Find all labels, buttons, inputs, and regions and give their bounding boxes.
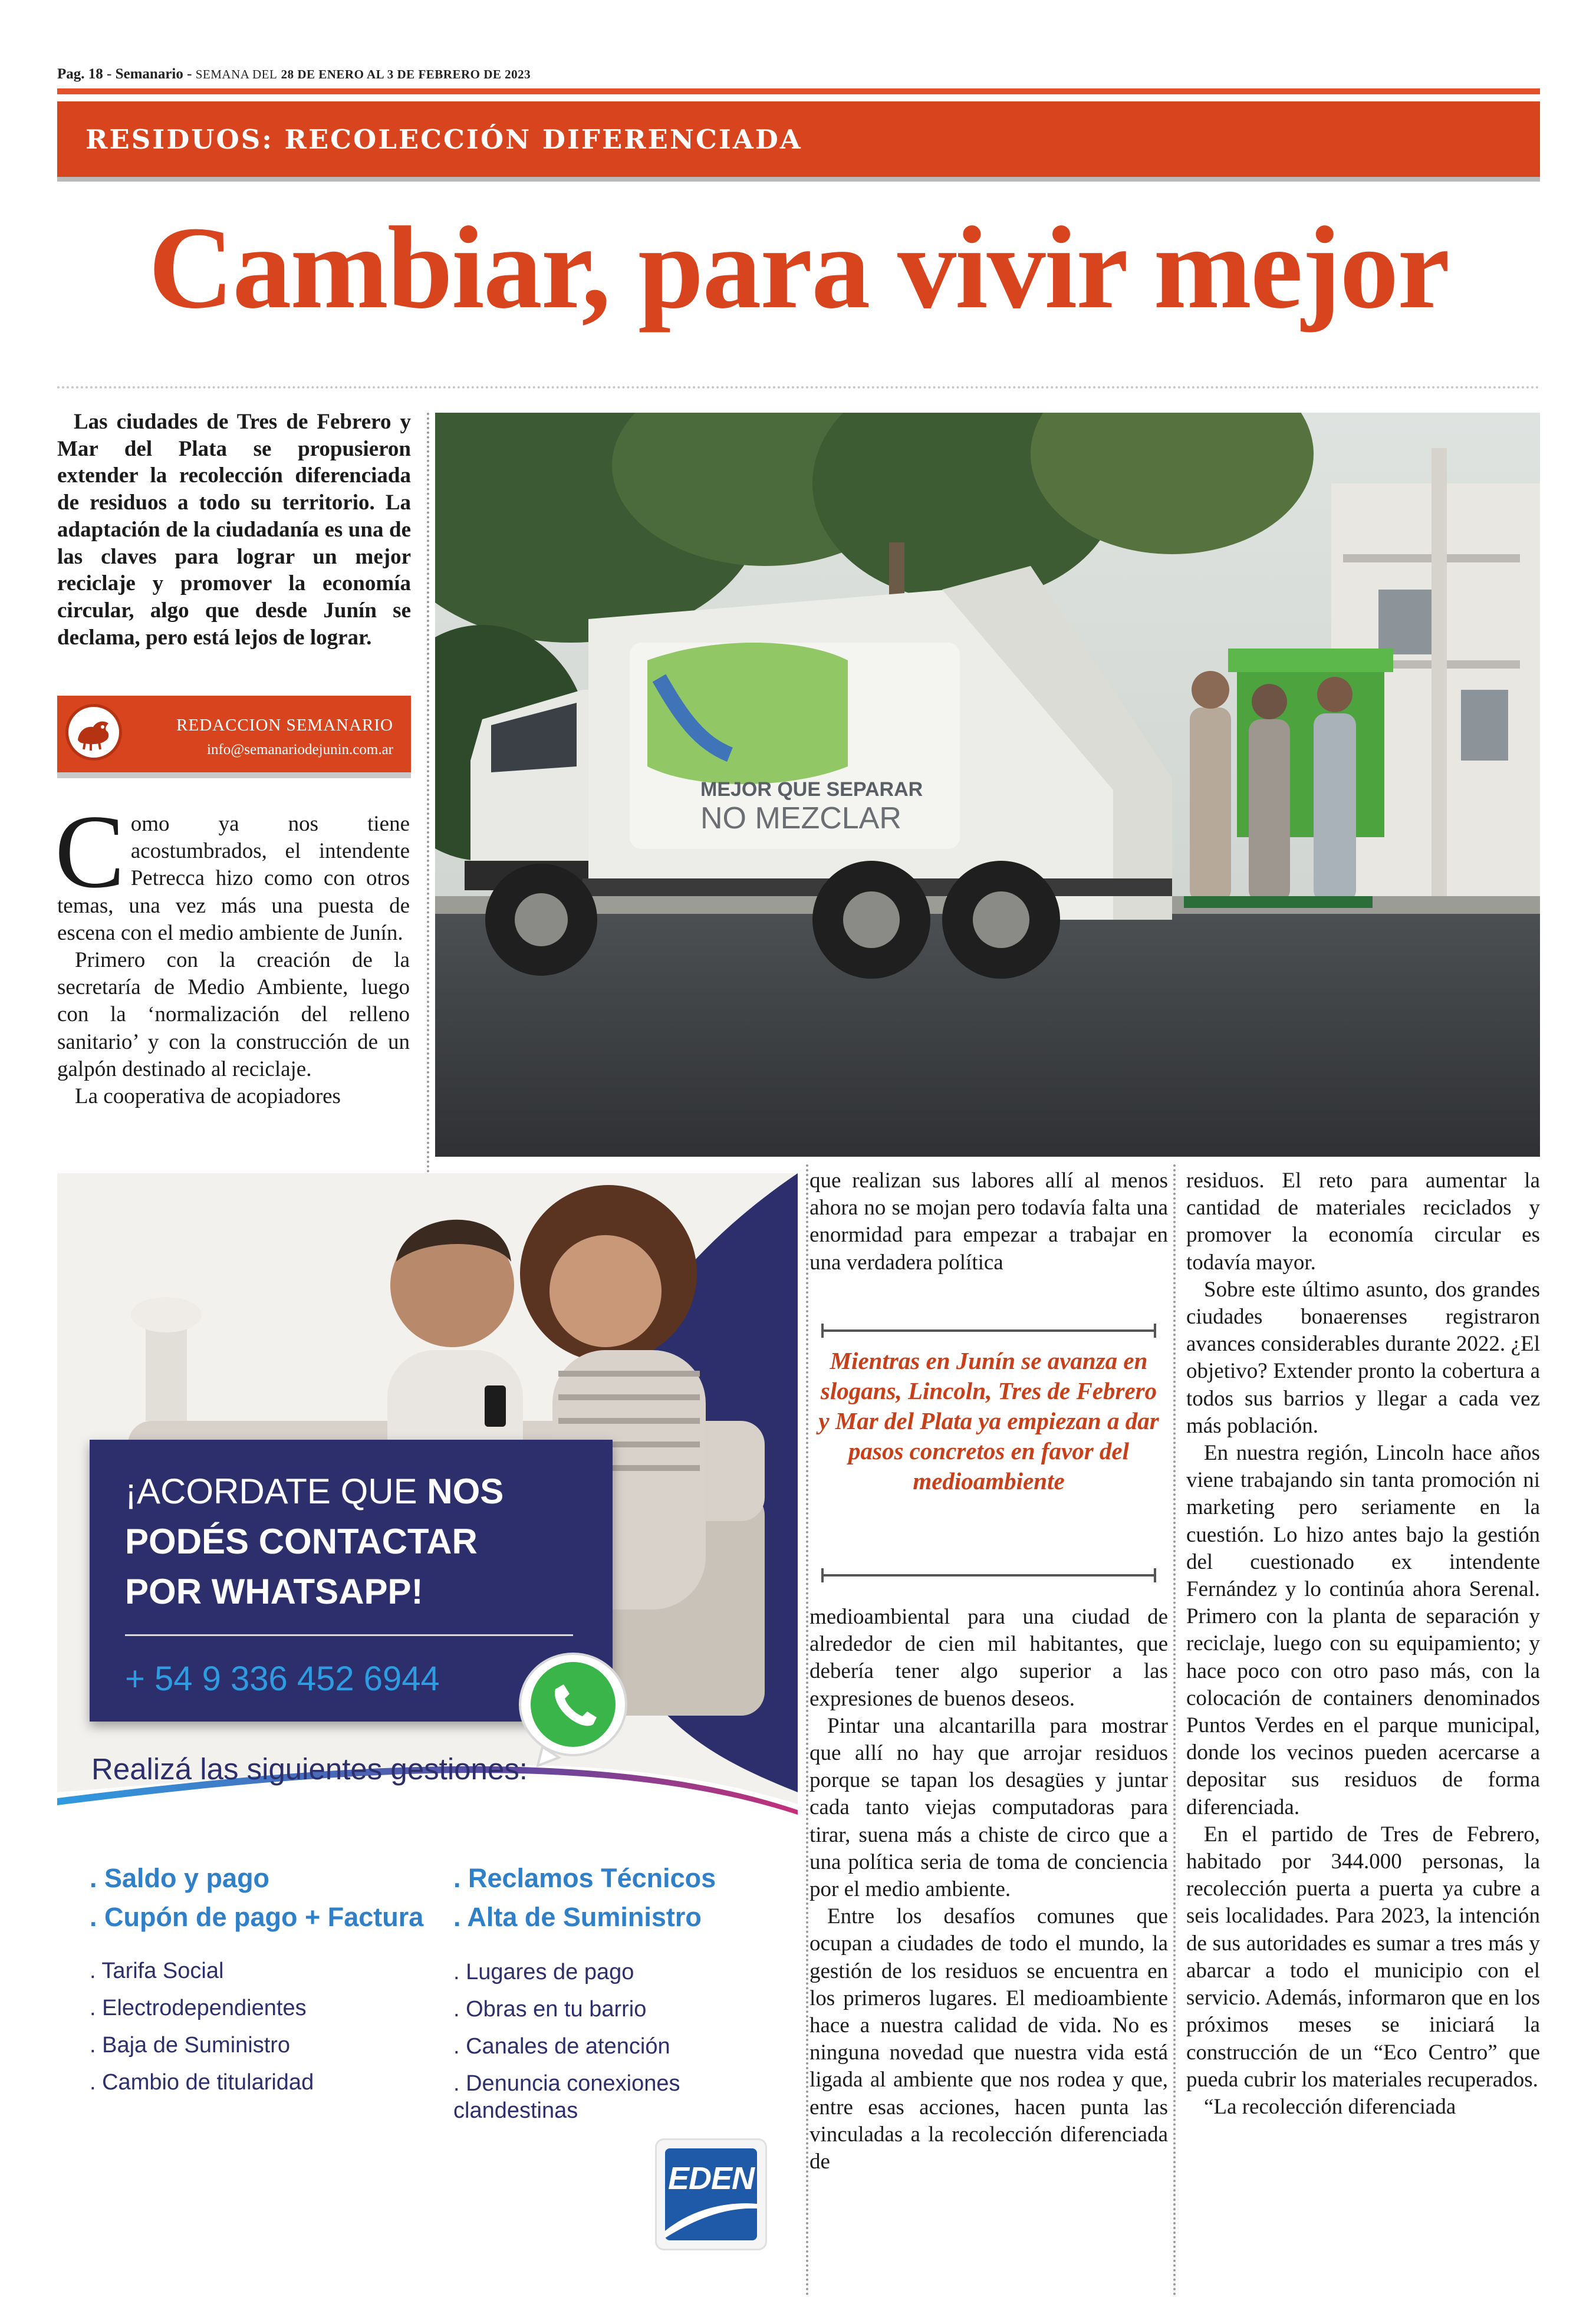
column-divider xyxy=(1173,1164,1176,2296)
service-reclamos-tecnicos[interactable]: . Reclamos Técnicos xyxy=(453,1863,716,1893)
callout-line-2-text: PODÉS CONTACTAR xyxy=(125,1522,478,1561)
service-tarifa-social[interactable]: . Tarifa Social xyxy=(90,1959,224,1983)
dates-prefix: SEMANA DEL xyxy=(195,67,278,81)
pull-quote-rule xyxy=(821,1329,1156,1332)
truck-slogan-1: MEJOR QUE SEPARAR xyxy=(700,778,923,801)
article-column-3 xyxy=(1186,1167,1540,2121)
paragraph: Pintar una alcantarilla para mostrar que allí no hay que arrojar residuos porque se tapan los desagües y juntar cada tanto viejas computadoras para tirar, suena más a chiste de circo que a una política seria de toma de conciencia por el medio ambiente. xyxy=(809,1713,1168,1902)
column-divider xyxy=(806,1164,808,2296)
eden-logo[interactable] xyxy=(657,2140,765,2249)
service-lugares-de-pago[interactable]: . Lugares de pago xyxy=(453,1960,634,1984)
callout-line-3-text: POR WHATSAPP! xyxy=(125,1572,423,1611)
section-bar-shadow xyxy=(57,177,1540,182)
eden-logo-badge xyxy=(665,2148,757,2240)
top-rule xyxy=(57,88,1540,94)
article-column-2-bottom xyxy=(809,1604,1168,2176)
issue-dates: 28 DE ENERO AL 3 DE FEBRERO DE 2023 xyxy=(281,67,531,81)
eden-swoosh-icon xyxy=(665,2196,757,2240)
service-obras-en-tu-barrio[interactable]: . Obras en tu barrio xyxy=(453,1997,647,2022)
semanario-logo-icon xyxy=(65,704,122,761)
service-saldo-y-pago[interactable]: . Saldo y pago xyxy=(90,1863,270,1893)
whatsapp-phone-number[interactable]: + 54 9 336 452 6944 xyxy=(125,1660,440,1698)
pull-quote-rule xyxy=(821,1574,1156,1577)
byline-box xyxy=(57,696,411,772)
paragraph: omo ya nos tiene acostumbrados, el intendente Petrecca hizo como con otros temas, una vez más una puesta de escena con el medio ambiente de Junín. xyxy=(57,812,410,945)
column-divider xyxy=(427,413,429,1173)
pull-quote-text: Mientras en Junín se avanza en slogans, Lincoln, Tres de Febrero y Mar del Plata ya empiezan a dar pasos concretos en favor del medioambiente xyxy=(818,1347,1159,1495)
callout-prefix: ¡ACORDATE QUE xyxy=(125,1472,427,1511)
byline-name: REDACCION SEMANARIO xyxy=(176,716,393,735)
section-label: RESIDUOS: RECOLECCIÓN DIFERENCIADA xyxy=(85,124,802,155)
paragraph: Entre los desafíos comunes que ocupan a ciudades de todo el mundo, la gestión de los residuos se encuentra en los primeros lugares. El medioambiente hace a nuestra calidad de vida. No es ninguna novedad que nuestra vida está ligada al ambiente que nos rodea y que, entre esas acciones, hacen punta las vinculadas a la recolección diferenciada de xyxy=(809,1904,1168,2174)
service-baja-de-suministro[interactable]: . Baja de Suministro xyxy=(90,2033,291,2058)
callout-line-3 xyxy=(125,1574,423,1610)
publication-name: Semanario xyxy=(115,66,183,82)
garbage-truck-photo xyxy=(435,413,1540,1157)
service-denuncia-conexiones[interactable]: . Denuncia conexiones clandestinas xyxy=(453,2071,680,2123)
byline-email[interactable]: info@semanariodejunin.com.ar xyxy=(207,742,393,758)
section-bar xyxy=(57,101,1540,177)
callout-bold: NOS xyxy=(427,1472,504,1511)
service-cambio-de-titularidad[interactable]: . Cambio de titularidad xyxy=(90,2070,314,2095)
page-number: Pag. 18 xyxy=(57,66,103,82)
paragraph: “La recolección diferenciada xyxy=(1204,2094,1456,2119)
ad-background xyxy=(57,1173,798,2296)
paragraph: Primero con la creación de la secretaría de Medio Ambiente, luego con la ‘normalización del relleno sanitario’ y con la construcción de un galpón destinado al reciclaje. xyxy=(57,948,410,1081)
paragraph: En nuestra región, Lincoln hace años viene trabajando sin tanta promoción ni marketing pero seriamente en la cuestión. Lo hizo antes bajo la gestión del cuestionado ex intendente Fernández y lo continúa ahora Serenal. Primero con la planta de separación y reciclaje, luego con su equipamiento; y hace poco con otro paso más, con la colocación de containers denominados Puntos Verdes en el parque municipal, donde los vecinos pueden acercarse a depositar sus residuos de forma diferenciada. xyxy=(1186,1441,1540,1819)
service-electrodependientes[interactable]: . Electrodependientes xyxy=(90,1996,307,2020)
article-column-1 xyxy=(55,793,410,1110)
ad-heading: Realizá las siguientes gestiones: xyxy=(91,1752,528,1786)
headline: Cambiar, para vivir mejor xyxy=(148,203,1449,333)
paragraph: residuos. El reto para aumentar la cantidad de materiales reciclados y promover la economía circular es todavía mayor. xyxy=(1186,1169,1540,1275)
callout-divider xyxy=(125,1634,573,1636)
service-cupon-de-pago[interactable]: . Cupón de pago + Factura xyxy=(90,1902,424,1932)
lede: Las ciudades de Tres de Febrero y Mar del Plata se propusieron extender la recolección diferenciada de residuos a todo su territorio. La adaptación de la ciudadanía es una de las claves para lograr un mejor reciclaje y promover la economía circular, algo que desde Junín se declama, pero está lejos de lograr. xyxy=(57,410,411,650)
folio-line: Pag. 18 - Semanario - SEMANA DEL 28 DE ENERO AL 3 DE FEBRERO DE 2023 xyxy=(57,66,531,82)
callout-line-2 xyxy=(125,1524,478,1559)
paragraph: Sobre este último asunto, dos grandes ciudades bonaerenses registraron avances considerables durante 2022. ¿El objetivo? Extender pronto la cobertura a todos sus barrios y llegar a cada vez más población. xyxy=(1186,1277,1540,1438)
eden-advertisement[interactable] xyxy=(57,1173,798,2296)
byline-shadow xyxy=(57,772,411,778)
callout-line-1 xyxy=(125,1474,504,1509)
service-canales-de-atencion[interactable]: . Canales de atención xyxy=(453,2034,670,2059)
eden-brand-text: EDEN xyxy=(667,2161,755,2196)
article-column-2-top xyxy=(809,1167,1168,1276)
drop-cap: C xyxy=(55,793,125,910)
paragraph: medioambiental para una ciudad de alrededor de cien mil habitantes, que debería tener algo superior a las expresiones de buenos deseos. xyxy=(809,1605,1168,1711)
paragraph: La cooperativa de acopiadores xyxy=(75,1084,341,1109)
paragraph: que realizan sus labores allí al menos ahora no se mojan pero todavía falta una enormidad para empezar a trabajar en una verdadera política xyxy=(809,1169,1168,1275)
paragraph: En el partido de Tres de Febrero, habitado por 344.000 personas, la recolección puerta a puerta ya cubre a seis localidades. Para 2023, la intención de sus autoridades es sumar a tres más y abarcar a todo el municipio con el servicio. Además, informaron que en los próximos meses se iniciará la construcción de un “Eco Centro” que pueda cubrir los materiales recuperados. xyxy=(1186,1822,1540,2092)
headline-divider xyxy=(57,386,1540,389)
truck-slogan-2: NO MEZCLAR xyxy=(700,801,901,835)
service-alta-de-suministro[interactable]: . Alta de Suministro xyxy=(453,1902,702,1932)
